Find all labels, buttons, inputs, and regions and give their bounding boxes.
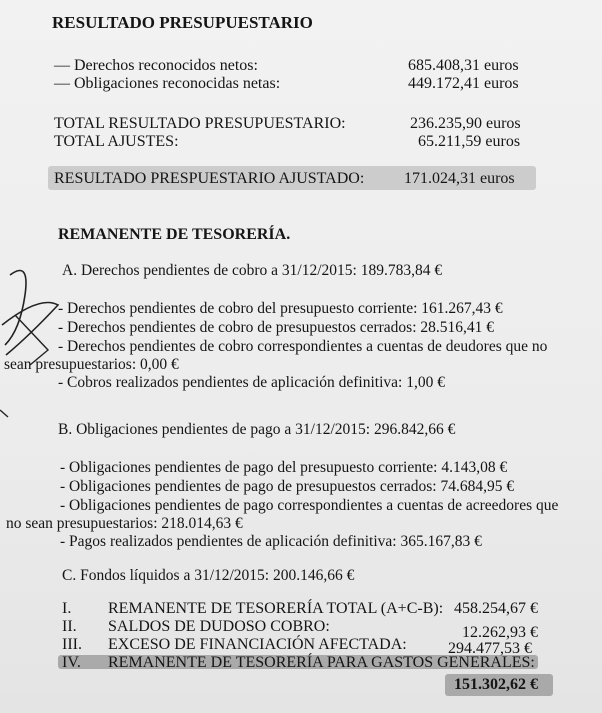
summary-value: 12.262,93 € bbox=[462, 624, 538, 641]
section-b-title: B. Obligaciones pendientes de pago a 31/12/2015: 296.842,66 € bbox=[58, 421, 456, 438]
section-a-item: - Derechos pendientes de cobro de presupuestos cerrados: 28.516,41 € bbox=[58, 319, 495, 336]
summary-label: REMANENTE DE TESORERÍA PARA GASTOS GENERALES: bbox=[108, 654, 535, 671]
section-a-item: sean presupuestarios: 0,00 € bbox=[4, 356, 179, 373]
derechos-reconocidos-value: 685.408,31 euros bbox=[408, 57, 519, 74]
total-ajustes-label: TOTAL AJUSTES: bbox=[54, 133, 179, 150]
summary-number: III. bbox=[62, 636, 82, 653]
section-a-item: - Derechos pendientes de cobro correspondientes a cuentas de deudores que no bbox=[58, 338, 548, 355]
resultado-ajustado-value: 171.024,31 euros bbox=[404, 170, 515, 187]
summary-label: SALDOS DE DUDOSO COBRO: bbox=[108, 618, 330, 635]
derechos-reconocidos-label: — Derechos reconocidos netos: bbox=[54, 57, 258, 74]
summary-number: II. bbox=[62, 618, 77, 635]
summary-value: 294.477,53 € bbox=[448, 640, 532, 657]
summary-value: 458.254,67 € bbox=[454, 600, 538, 617]
remanente-heading: REMANENTE DE TESORERÍA. bbox=[58, 226, 291, 243]
section-b-item: - Obligaciones pendientes de pago de presupuestos cerrados: 74.684,95 € bbox=[60, 478, 515, 495]
total-ajustes-value: 65.211,59 euros bbox=[418, 133, 521, 150]
resultado-heading: RESULTADO PRESUPUESTARIO bbox=[52, 13, 313, 32]
summary-value: 151.302,62 € bbox=[454, 676, 538, 693]
section-c-title: C. Fondos líquidos a 31/12/2015: 200.146,66 € bbox=[62, 567, 355, 584]
summary-number: IV. bbox=[62, 654, 81, 671]
section-b-item: - Pagos realizados pendientes de aplicación definitiva: 365.167,83 € bbox=[60, 533, 482, 550]
section-b-item: - Obligaciones pendientes de pago del presupuesto corriente: 4.143,08 € bbox=[60, 459, 508, 476]
summary-label: REMANENTE DE TESORERÍA TOTAL (A+C-B): bbox=[108, 600, 444, 617]
total-resultado-value: 236.235,90 euros bbox=[410, 115, 521, 132]
resultado-ajustado-label: RESULTADO PRESPUESTARIO AJUSTADO: bbox=[54, 170, 365, 187]
summary-label: EXCESO DE FINANCIACIÓN AFECTADA: bbox=[108, 636, 407, 653]
section-a-item: - Derechos pendientes de cobro del presupuesto corriente: 161.267,43 € bbox=[58, 300, 503, 317]
summary-number: I. bbox=[62, 600, 72, 617]
obligaciones-reconocidas-label: — Obligaciones reconocidas netas: bbox=[54, 75, 281, 92]
total-resultado-label: TOTAL RESULTADO PRESUPUESTARIO: bbox=[54, 115, 346, 132]
section-a-item: - Cobros realizados pendientes de aplicación definitiva: 1,00 € bbox=[58, 374, 445, 391]
section-b-item: no sean presupuestarios: 218.014,63 € bbox=[6, 515, 243, 532]
handwritten-scribble bbox=[0, 255, 70, 425]
section-a-title: A. Derechos pendientes de cobro a 31/12/2015: 189.783,84 € bbox=[62, 262, 443, 279]
section-b-item: - Obligaciones pendientes de pago correspondientes a cuentas de acreedores que bbox=[60, 497, 559, 514]
obligaciones-reconocidas-value: 449.172,41 euros bbox=[408, 75, 519, 92]
